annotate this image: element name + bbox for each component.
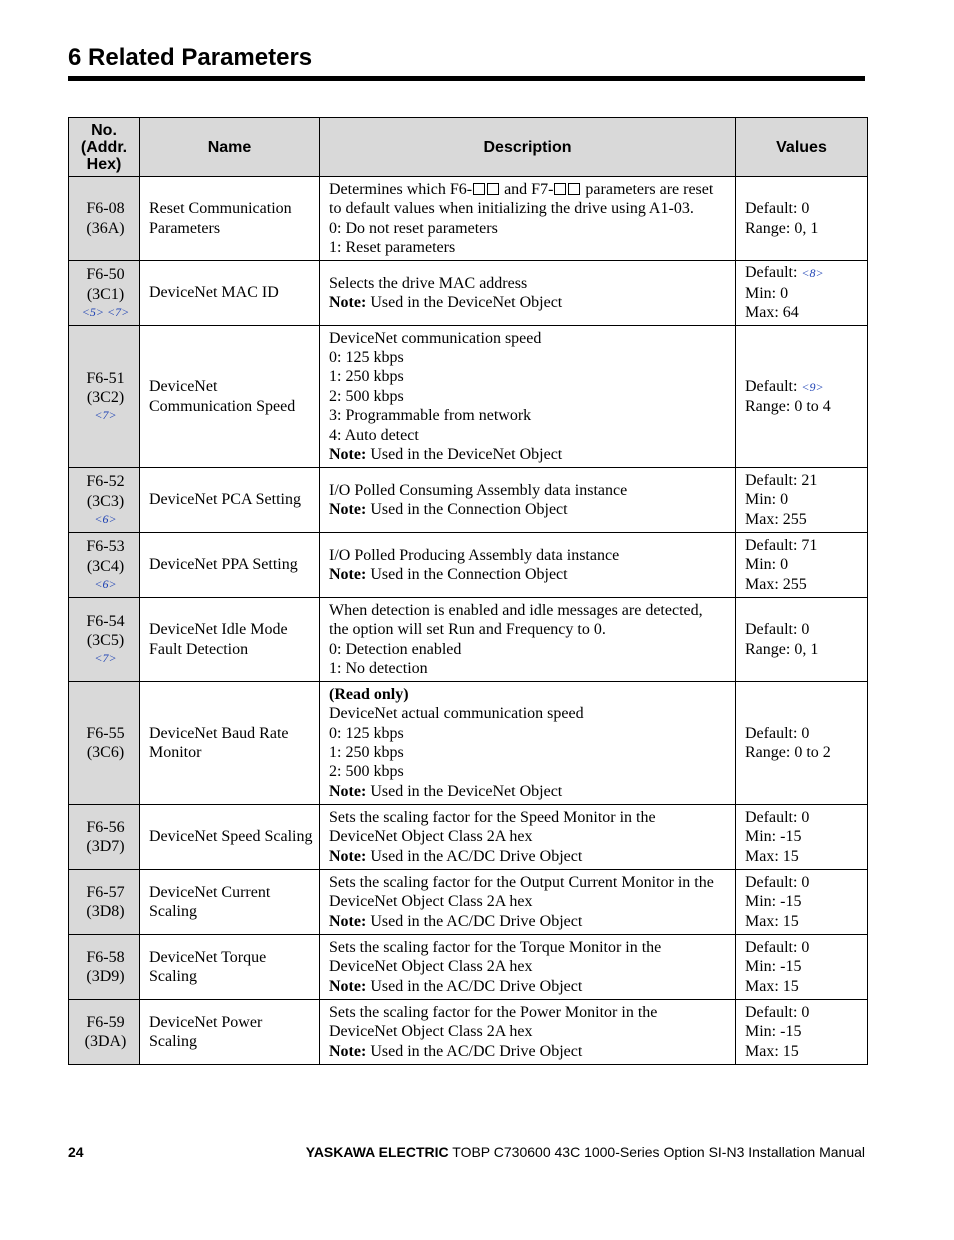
- value-line: Default: 71: [745, 536, 818, 554]
- table-header-row: [69, 118, 868, 177]
- description-line: I/O Polled Producing Assembly data instance: [329, 546, 620, 564]
- page-number: 24: [68, 1144, 84, 1160]
- param-address: (3D9): [86, 968, 125, 985]
- value-line: Range: 0, 1: [745, 640, 819, 658]
- param-description-cell: [320, 598, 736, 682]
- description-line: DeviceNet Object Class 2A hex: [329, 828, 533, 846]
- description-line: 0: 125 kbps: [329, 348, 404, 366]
- param-number-cell: [69, 870, 140, 935]
- param-values-cell: [736, 805, 868, 870]
- description-line: DeviceNet Object Class 2A hex: [329, 893, 533, 911]
- description-line: When detection is enabled and idle messages are detected,: [329, 601, 703, 619]
- value-line: Max: 15: [745, 912, 799, 930]
- description-line: Sets the scaling factor for the Speed Monitor in the: [329, 808, 656, 826]
- value-line: Max: 255: [745, 510, 807, 528]
- table-row: [69, 468, 868, 533]
- param-number: F6-57: [86, 883, 125, 901]
- table-row: [69, 177, 868, 261]
- note-text: Used in the AC/DC Drive Object: [366, 1042, 583, 1060]
- param-values-cell: [736, 935, 868, 1000]
- param-description-cell: [320, 805, 736, 870]
- note-text: Used in the DeviceNet Object: [366, 446, 563, 464]
- note-label: Note:: [329, 912, 367, 930]
- param-values-cell: [736, 261, 868, 326]
- param-description-cell: [320, 935, 736, 1000]
- description-line: DeviceNet Object Class 2A hex: [329, 1023, 533, 1041]
- value-text: Default:: [745, 377, 802, 395]
- header-name: Name: [140, 118, 320, 177]
- value-footnote-ref: <9>: [801, 379, 824, 394]
- description-line: 0: Detection enabled: [329, 640, 462, 658]
- placeholder-box-icon: [568, 183, 580, 195]
- param-name-cell: [140, 326, 320, 468]
- description-line: Selects the drive MAC address: [329, 274, 528, 292]
- param-name: DeviceNet Torque Scaling: [149, 948, 267, 985]
- param-name: Reset Communication Parameters: [149, 200, 292, 237]
- note-text: Used in the AC/DC Drive Object: [366, 912, 583, 930]
- value-line: Min: -15: [745, 893, 802, 911]
- description-text: Determines which F6-: [329, 180, 473, 198]
- value-line: [745, 263, 861, 283]
- description-line: [329, 685, 729, 704]
- param-name-cell: [140, 682, 320, 805]
- param-number: F6-56: [86, 818, 125, 836]
- param-footnote-ref: <6>: [94, 511, 117, 526]
- param-address: (3C3): [86, 492, 125, 510]
- description-line: 2: 500 kbps: [329, 387, 404, 405]
- param-address: (3C1): [86, 285, 125, 303]
- value-footnote-ref: <8>: [801, 266, 824, 281]
- param-footnote-ref: <6>: [94, 576, 117, 591]
- description-line: DeviceNet communication speed: [329, 329, 542, 347]
- placeholder-box-icon: [473, 183, 485, 195]
- param-number-cell: [69, 177, 140, 261]
- value-line: Default: 0: [745, 808, 810, 826]
- param-values-cell: [736, 326, 868, 468]
- param-description-cell: [320, 261, 736, 326]
- param-number-cell: [69, 468, 140, 533]
- note-label: Note:: [329, 566, 367, 583]
- param-name-cell: [140, 935, 320, 1000]
- param-name: DeviceNet PPA Setting: [149, 556, 298, 574]
- param-name: DeviceNet PCA Setting: [149, 491, 301, 509]
- param-name-cell: [140, 468, 320, 533]
- param-values-cell: [736, 533, 868, 598]
- description-line: 1: Reset parameters: [329, 238, 456, 256]
- description-line: [329, 445, 729, 464]
- description-line: 1: 250 kbps: [329, 368, 404, 386]
- param-address: (3C4): [86, 557, 125, 575]
- param-name: DeviceNet Power Scaling: [149, 1013, 263, 1050]
- description-line: [329, 782, 729, 801]
- note-label: Note:: [329, 782, 367, 800]
- param-description-cell: [320, 533, 736, 598]
- description-line: [329, 977, 729, 996]
- heading-rule: [68, 76, 865, 81]
- note-text: Used in the Connection Object: [366, 501, 568, 518]
- param-number-cell: [69, 935, 140, 1000]
- param-name-cell: [140, 870, 320, 935]
- param-description-cell: [320, 326, 736, 468]
- param-address: (3D8): [86, 903, 125, 920]
- header-description: Description: [320, 118, 736, 177]
- description-line: [329, 565, 729, 584]
- description-line: [329, 847, 729, 866]
- value-line: Range: 0 to 4: [745, 398, 831, 415]
- param-name: DeviceNet Current Scaling: [149, 883, 271, 920]
- param-number-cell: [69, 1000, 140, 1065]
- table-row: [69, 326, 868, 468]
- header-no: No. (Addr. Hex): [69, 118, 140, 177]
- note-text: Used in the Connection Object: [366, 566, 568, 583]
- param-number: F6-54: [86, 612, 125, 630]
- param-number: F6-59: [86, 1013, 125, 1031]
- header-values: Values: [736, 118, 868, 177]
- value-line: Default: 0: [745, 200, 810, 218]
- value-line: [745, 377, 861, 397]
- param-number: F6-52: [86, 473, 125, 491]
- param-values-cell: [736, 870, 868, 935]
- description-text: and F7-: [500, 180, 554, 198]
- param-name-cell: [140, 177, 320, 261]
- value-line: Max: 255: [745, 575, 807, 593]
- param-address: (3C2): [86, 389, 125, 406]
- description-line: the option will set Run and Frequency to 0.: [329, 621, 606, 639]
- footer-brand: YASKAWA ELECTRIC: [305, 1144, 449, 1160]
- value-line: Min: -15: [745, 958, 802, 976]
- param-description-cell: [320, 682, 736, 805]
- placeholder-box-icon: [554, 183, 566, 195]
- param-values-cell: [736, 682, 868, 805]
- table-row: [69, 598, 868, 682]
- table-row: [69, 1000, 868, 1065]
- table-row: [69, 935, 868, 1000]
- table-row: [69, 870, 868, 935]
- section-title: 6 Related Parameters: [68, 44, 313, 71]
- footer-manual: TOBP C730600 43C 1000-Series Option SI-N3 Installation Manual: [448, 1144, 865, 1160]
- description-line: 2: 500 kbps: [329, 763, 404, 781]
- description-line: 0: Do not reset parameters: [329, 219, 498, 237]
- param-description-cell: [320, 177, 736, 261]
- note-text: Used in the DeviceNet Object: [366, 782, 563, 800]
- table-row: [69, 805, 868, 870]
- value-line: Range: 0, 1: [745, 219, 819, 237]
- param-number-cell: [69, 805, 140, 870]
- param-number-cell: [69, 326, 140, 468]
- value-line: Max: 15: [745, 847, 799, 865]
- value-line: Max: 15: [745, 1042, 799, 1060]
- param-name: DeviceNet MAC ID: [149, 284, 279, 302]
- param-address: (36A): [86, 219, 125, 237]
- param-name-cell: [140, 598, 320, 682]
- value-line: Default: 0: [745, 873, 810, 891]
- param-number: F6-58: [86, 948, 125, 966]
- description-line: Sets the scaling factor for the Torque Monitor in the: [329, 938, 662, 956]
- param-description-cell: [320, 870, 736, 935]
- description-line: [329, 293, 729, 312]
- param-values-cell: [736, 468, 868, 533]
- table-row: [69, 682, 868, 805]
- param-address: (3C6): [86, 744, 125, 761]
- description-line: to default values when initializing the drive using A1-03.: [329, 200, 694, 218]
- description-line: [329, 180, 729, 199]
- note-text: Used in the AC/DC Drive Object: [366, 977, 583, 995]
- value-line: Default: 21: [745, 471, 818, 489]
- note-label: Note:: [329, 1042, 367, 1060]
- note-label: Note:: [329, 847, 367, 865]
- table-row: [69, 533, 868, 598]
- param-description-cell: [320, 468, 736, 533]
- param-name: DeviceNet Speed Scaling: [149, 828, 313, 846]
- param-number-cell: [69, 598, 140, 682]
- description-line: DeviceNet actual communication speed: [329, 705, 584, 723]
- description-line: 1: 250 kbps: [329, 744, 404, 761]
- description-line: [329, 500, 729, 519]
- param-number: F6-55: [86, 724, 125, 742]
- description-line: Sets the scaling factor for the Output Current Monitor in the: [329, 873, 714, 891]
- description-line: 0: 125 kbps: [329, 724, 404, 742]
- description-line: DeviceNet Object Class 2A hex: [329, 958, 533, 976]
- value-line: Max: 64: [745, 304, 799, 322]
- description-line: [329, 1042, 729, 1061]
- param-address: (3DA): [84, 1033, 127, 1050]
- value-line: Min: 0: [745, 556, 789, 574]
- param-address: (3D7): [86, 838, 125, 855]
- param-name-cell: [140, 533, 320, 598]
- param-name: DeviceNet Idle Mode Fault Detection: [149, 621, 288, 658]
- param-description-cell: [320, 1000, 736, 1065]
- description-line: 1: No detection: [329, 659, 428, 677]
- param-number: F6-08: [86, 200, 125, 218]
- value-line: Min: -15: [745, 828, 802, 846]
- value-line: Default: 0: [745, 621, 810, 639]
- value-line: Default: 0: [745, 1003, 810, 1021]
- param-name: DeviceNet Baud Rate Monitor: [149, 724, 289, 761]
- note-label: Note:: [329, 501, 367, 518]
- param-number-cell: [69, 533, 140, 598]
- description-line: 3: Programmable from network: [329, 407, 532, 425]
- value-line: Max: 15: [745, 977, 799, 995]
- param-footnote-ref: <7>: [94, 651, 117, 666]
- value-line: Default: 0: [745, 724, 810, 742]
- param-values-cell: [736, 177, 868, 261]
- param-number: F6-53: [86, 538, 125, 556]
- value-line: Min: -15: [745, 1023, 802, 1041]
- value-line: Default: 0: [745, 938, 810, 956]
- footer-doc-title: [306, 1143, 865, 1161]
- description-line: 4: Auto detect: [329, 426, 419, 444]
- param-footnote-ref: <7>: [94, 408, 117, 423]
- value-line: Range: 0 to 2: [745, 744, 831, 761]
- param-name: DeviceNet Communication Speed: [149, 378, 296, 415]
- param-number-cell: [69, 682, 140, 805]
- description-line: I/O Polled Consuming Assembly data instance: [329, 481, 628, 499]
- note-label: Note:: [329, 294, 367, 311]
- description-line: [329, 912, 729, 931]
- param-name-cell: [140, 805, 320, 870]
- param-number: F6-50: [86, 266, 125, 284]
- param-name-cell: [140, 261, 320, 326]
- placeholder-box-icon: [487, 183, 499, 195]
- param-values-cell: [736, 598, 868, 682]
- param-footnote-ref: <5> <7>: [81, 304, 130, 319]
- note-text: Used in the AC/DC Drive Object: [366, 847, 583, 865]
- parameters-table: [68, 117, 868, 1065]
- table-row: [69, 261, 868, 326]
- note-label: Note:: [329, 446, 367, 464]
- param-name-cell: [140, 1000, 320, 1065]
- note-label: Note:: [329, 977, 367, 995]
- param-number-cell: [69, 261, 140, 326]
- value-text: Default:: [745, 264, 802, 282]
- description-line: Sets the scaling factor for the Power Monitor in the: [329, 1003, 658, 1021]
- param-values-cell: [736, 1000, 868, 1065]
- param-number: F6-51: [86, 369, 125, 387]
- description-text: parameters are reset: [581, 180, 714, 198]
- value-line: Min: 0: [745, 491, 789, 509]
- param-address: (3C5): [86, 632, 125, 649]
- note-text: Used in the DeviceNet Object: [366, 294, 563, 311]
- value-line: Min: 0: [745, 284, 789, 302]
- note-label: (Read only): [329, 685, 409, 703]
